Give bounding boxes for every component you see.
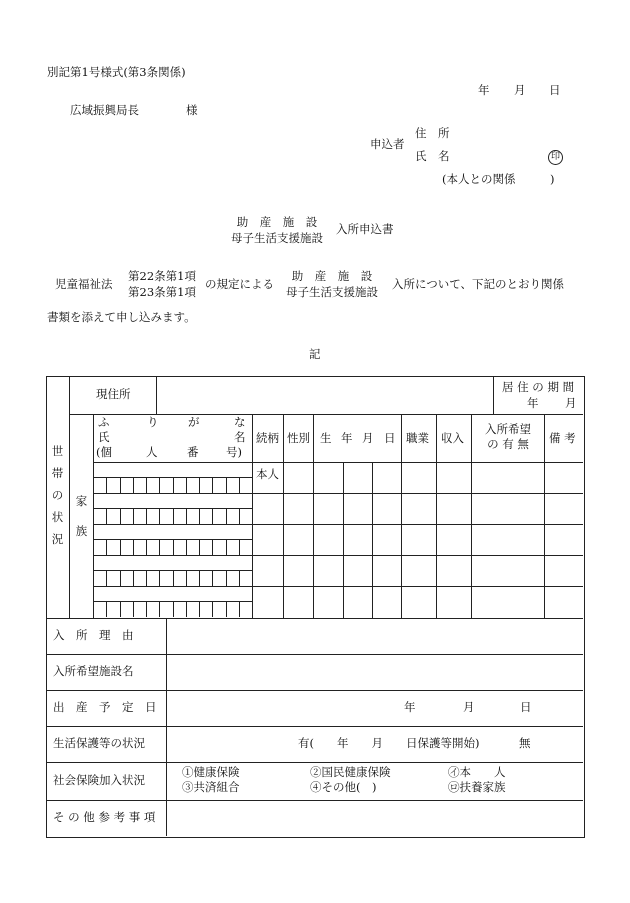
insurance-option-2: ②国民健康保険 xyxy=(310,765,391,779)
col-sex: 性別 xyxy=(287,431,310,445)
number-box-divider xyxy=(106,508,107,524)
name-shi: 氏 xyxy=(98,430,110,444)
number-box-divider xyxy=(159,570,160,586)
number-box-divider xyxy=(159,539,160,555)
number-box-divider xyxy=(226,570,227,586)
body-law: 児童福祉法 xyxy=(55,277,113,291)
date-year: 年 xyxy=(478,83,490,97)
applicant-relation: (本人との関係 ) xyxy=(442,172,555,186)
household-status-label: 世 帯 の 状 況 xyxy=(51,444,64,546)
kojin-4: 号) xyxy=(226,445,242,459)
number-box-divider xyxy=(226,477,227,493)
recipient-honorific: 様 xyxy=(186,103,198,117)
number-box-divider xyxy=(159,477,160,493)
title-suffix: 入所申込書 xyxy=(336,222,394,236)
number-box-divider xyxy=(212,477,213,493)
number-box-divider xyxy=(120,570,121,586)
current-address-field[interactable] xyxy=(158,378,492,413)
number-box-divider xyxy=(226,601,227,617)
facility-field[interactable] xyxy=(168,656,581,689)
number-box-divider xyxy=(146,477,147,493)
number-box-divider xyxy=(173,477,174,493)
number-box-divider xyxy=(173,508,174,524)
body-after: 入所について、下記のとおり関係 xyxy=(392,277,565,291)
number-box-divider xyxy=(226,539,227,555)
kojin-3: 番 xyxy=(187,445,199,459)
date-month: 月 xyxy=(514,83,526,97)
number-box-divider xyxy=(106,477,107,493)
number-box-divider xyxy=(186,601,187,617)
body-line-2: 書類を添えて申し込みます。 xyxy=(47,310,196,324)
furigana-4: な xyxy=(234,415,246,429)
number-box-divider xyxy=(133,539,134,555)
col-job: 職業 xyxy=(406,431,429,445)
number-box-divider xyxy=(186,570,187,586)
number-box-divider xyxy=(106,570,107,586)
applicant-name-label: 氏 名 xyxy=(415,149,450,163)
number-box-divider xyxy=(173,570,174,586)
row-other-label: そ の 他 参 考 事 項 xyxy=(53,810,156,824)
number-box-divider xyxy=(239,477,240,493)
number-box-divider xyxy=(173,601,174,617)
number-box-divider xyxy=(173,539,174,555)
number-box-divider xyxy=(120,539,121,555)
col-relation: 続柄 xyxy=(256,431,279,445)
number-box-divider xyxy=(212,601,213,617)
number-box-divider xyxy=(199,539,200,555)
number-box-divider xyxy=(120,477,121,493)
number-box-divider xyxy=(239,508,240,524)
number-box-divider xyxy=(133,508,134,524)
reason-field[interactable] xyxy=(168,620,581,653)
applicant-label: 申込者 xyxy=(370,137,405,151)
number-box-divider xyxy=(199,477,200,493)
residence-period-month: 月 xyxy=(565,396,577,410)
residence-period-year: 年 xyxy=(527,396,539,410)
row-insurance-label: 社会保険加入状況 xyxy=(53,773,145,787)
number-box-divider xyxy=(186,477,187,493)
title-facility-1: 助 産 施 設 xyxy=(236,215,318,229)
col-birth-1: 生 xyxy=(320,431,332,445)
seal-icon: 印 xyxy=(548,150,563,165)
number-box-divider xyxy=(199,570,200,586)
row-due-date-label: 出 産 予 定 日 xyxy=(53,700,157,714)
number-box-divider xyxy=(212,539,213,555)
number-box-divider xyxy=(106,601,107,617)
row-reason-label: 入 所 理 由 xyxy=(53,628,134,642)
title-facility-2: 母子生活支援施設 xyxy=(231,231,323,245)
number-box-divider xyxy=(226,508,227,524)
self-label: 本人 xyxy=(256,467,279,481)
insurance-option-self: ㋑本 人 xyxy=(448,765,506,779)
number-box-divider xyxy=(133,601,134,617)
recipient-name: 広域振興局長 xyxy=(70,103,139,117)
col-birth-3: 月 xyxy=(362,431,374,445)
body-article-1: 第22条第1項 xyxy=(128,269,196,283)
welfare-yes: 有( 年 月 日保護等開始) xyxy=(298,736,480,750)
furigana-3: が xyxy=(188,415,200,429)
body-mid: の規定による xyxy=(205,277,274,291)
number-box-divider xyxy=(159,601,160,617)
number-box-divider xyxy=(239,570,240,586)
row-welfare-label: 生活保護等の状況 xyxy=(53,736,145,750)
number-box-divider xyxy=(133,570,134,586)
furigana-1: ふ xyxy=(98,415,110,429)
number-box-divider xyxy=(106,539,107,555)
number-box-divider xyxy=(199,508,200,524)
ki-heading: 記 xyxy=(309,347,321,361)
due-date-year: 年 xyxy=(404,700,416,714)
name-mei: 名 xyxy=(234,430,246,444)
furigana-2: り xyxy=(147,415,159,429)
number-box-divider xyxy=(186,539,187,555)
number-box-divider xyxy=(146,570,147,586)
col-birth-4: 日 xyxy=(384,431,396,445)
kojin-1: (個 xyxy=(96,445,112,459)
body-facility-2: 母子生活支援施設 xyxy=(286,285,378,299)
family-label: 家 族 xyxy=(75,494,88,538)
number-box-divider xyxy=(239,601,240,617)
body-article-2: 第23条第1項 xyxy=(128,285,196,299)
applicant-address-label: 住 所 xyxy=(415,126,450,140)
number-box-divider xyxy=(120,601,121,617)
number-box-divider xyxy=(120,508,121,524)
number-box-divider xyxy=(212,570,213,586)
insurance-option-1: ①健康保険 xyxy=(182,765,240,779)
col-wish-1: 入所希望 xyxy=(485,422,531,436)
insurance-option-4: ④その他( ) xyxy=(310,780,377,794)
current-address-label: 現住所 xyxy=(96,387,131,401)
body-facility-1: 助 産 施 設 xyxy=(291,269,373,283)
insurance-option-dependent: ㋺扶養家族 xyxy=(448,780,506,794)
col-wish-2: の 有 無 xyxy=(487,437,529,451)
date-day: 日 xyxy=(549,83,561,97)
number-box-divider xyxy=(159,508,160,524)
kojin-2: 人 xyxy=(146,445,158,459)
number-box-divider xyxy=(146,539,147,555)
number-box-divider xyxy=(186,508,187,524)
form-number: 別記第1号様式(第3条関係) xyxy=(47,65,186,79)
col-note: 備 考 xyxy=(549,431,576,445)
number-box-divider xyxy=(239,539,240,555)
welfare-no: 無 xyxy=(519,736,531,750)
residence-period-label: 居 住 の 期 間 xyxy=(502,380,575,394)
row-facility-label: 入所希望施設名 xyxy=(53,664,134,678)
col-income: 収入 xyxy=(441,431,464,445)
number-box-divider xyxy=(212,508,213,524)
insurance-option-3: ③共済組合 xyxy=(182,780,240,794)
number-box-divider xyxy=(133,477,134,493)
due-date-day: 日 xyxy=(520,700,532,714)
seal-mark xyxy=(548,149,563,165)
number-box-divider xyxy=(199,601,200,617)
col-birth-2: 年 xyxy=(341,431,353,445)
other-field[interactable] xyxy=(168,802,581,835)
number-box-divider xyxy=(146,508,147,524)
due-date-month: 月 xyxy=(463,700,475,714)
number-box-divider xyxy=(146,601,147,617)
